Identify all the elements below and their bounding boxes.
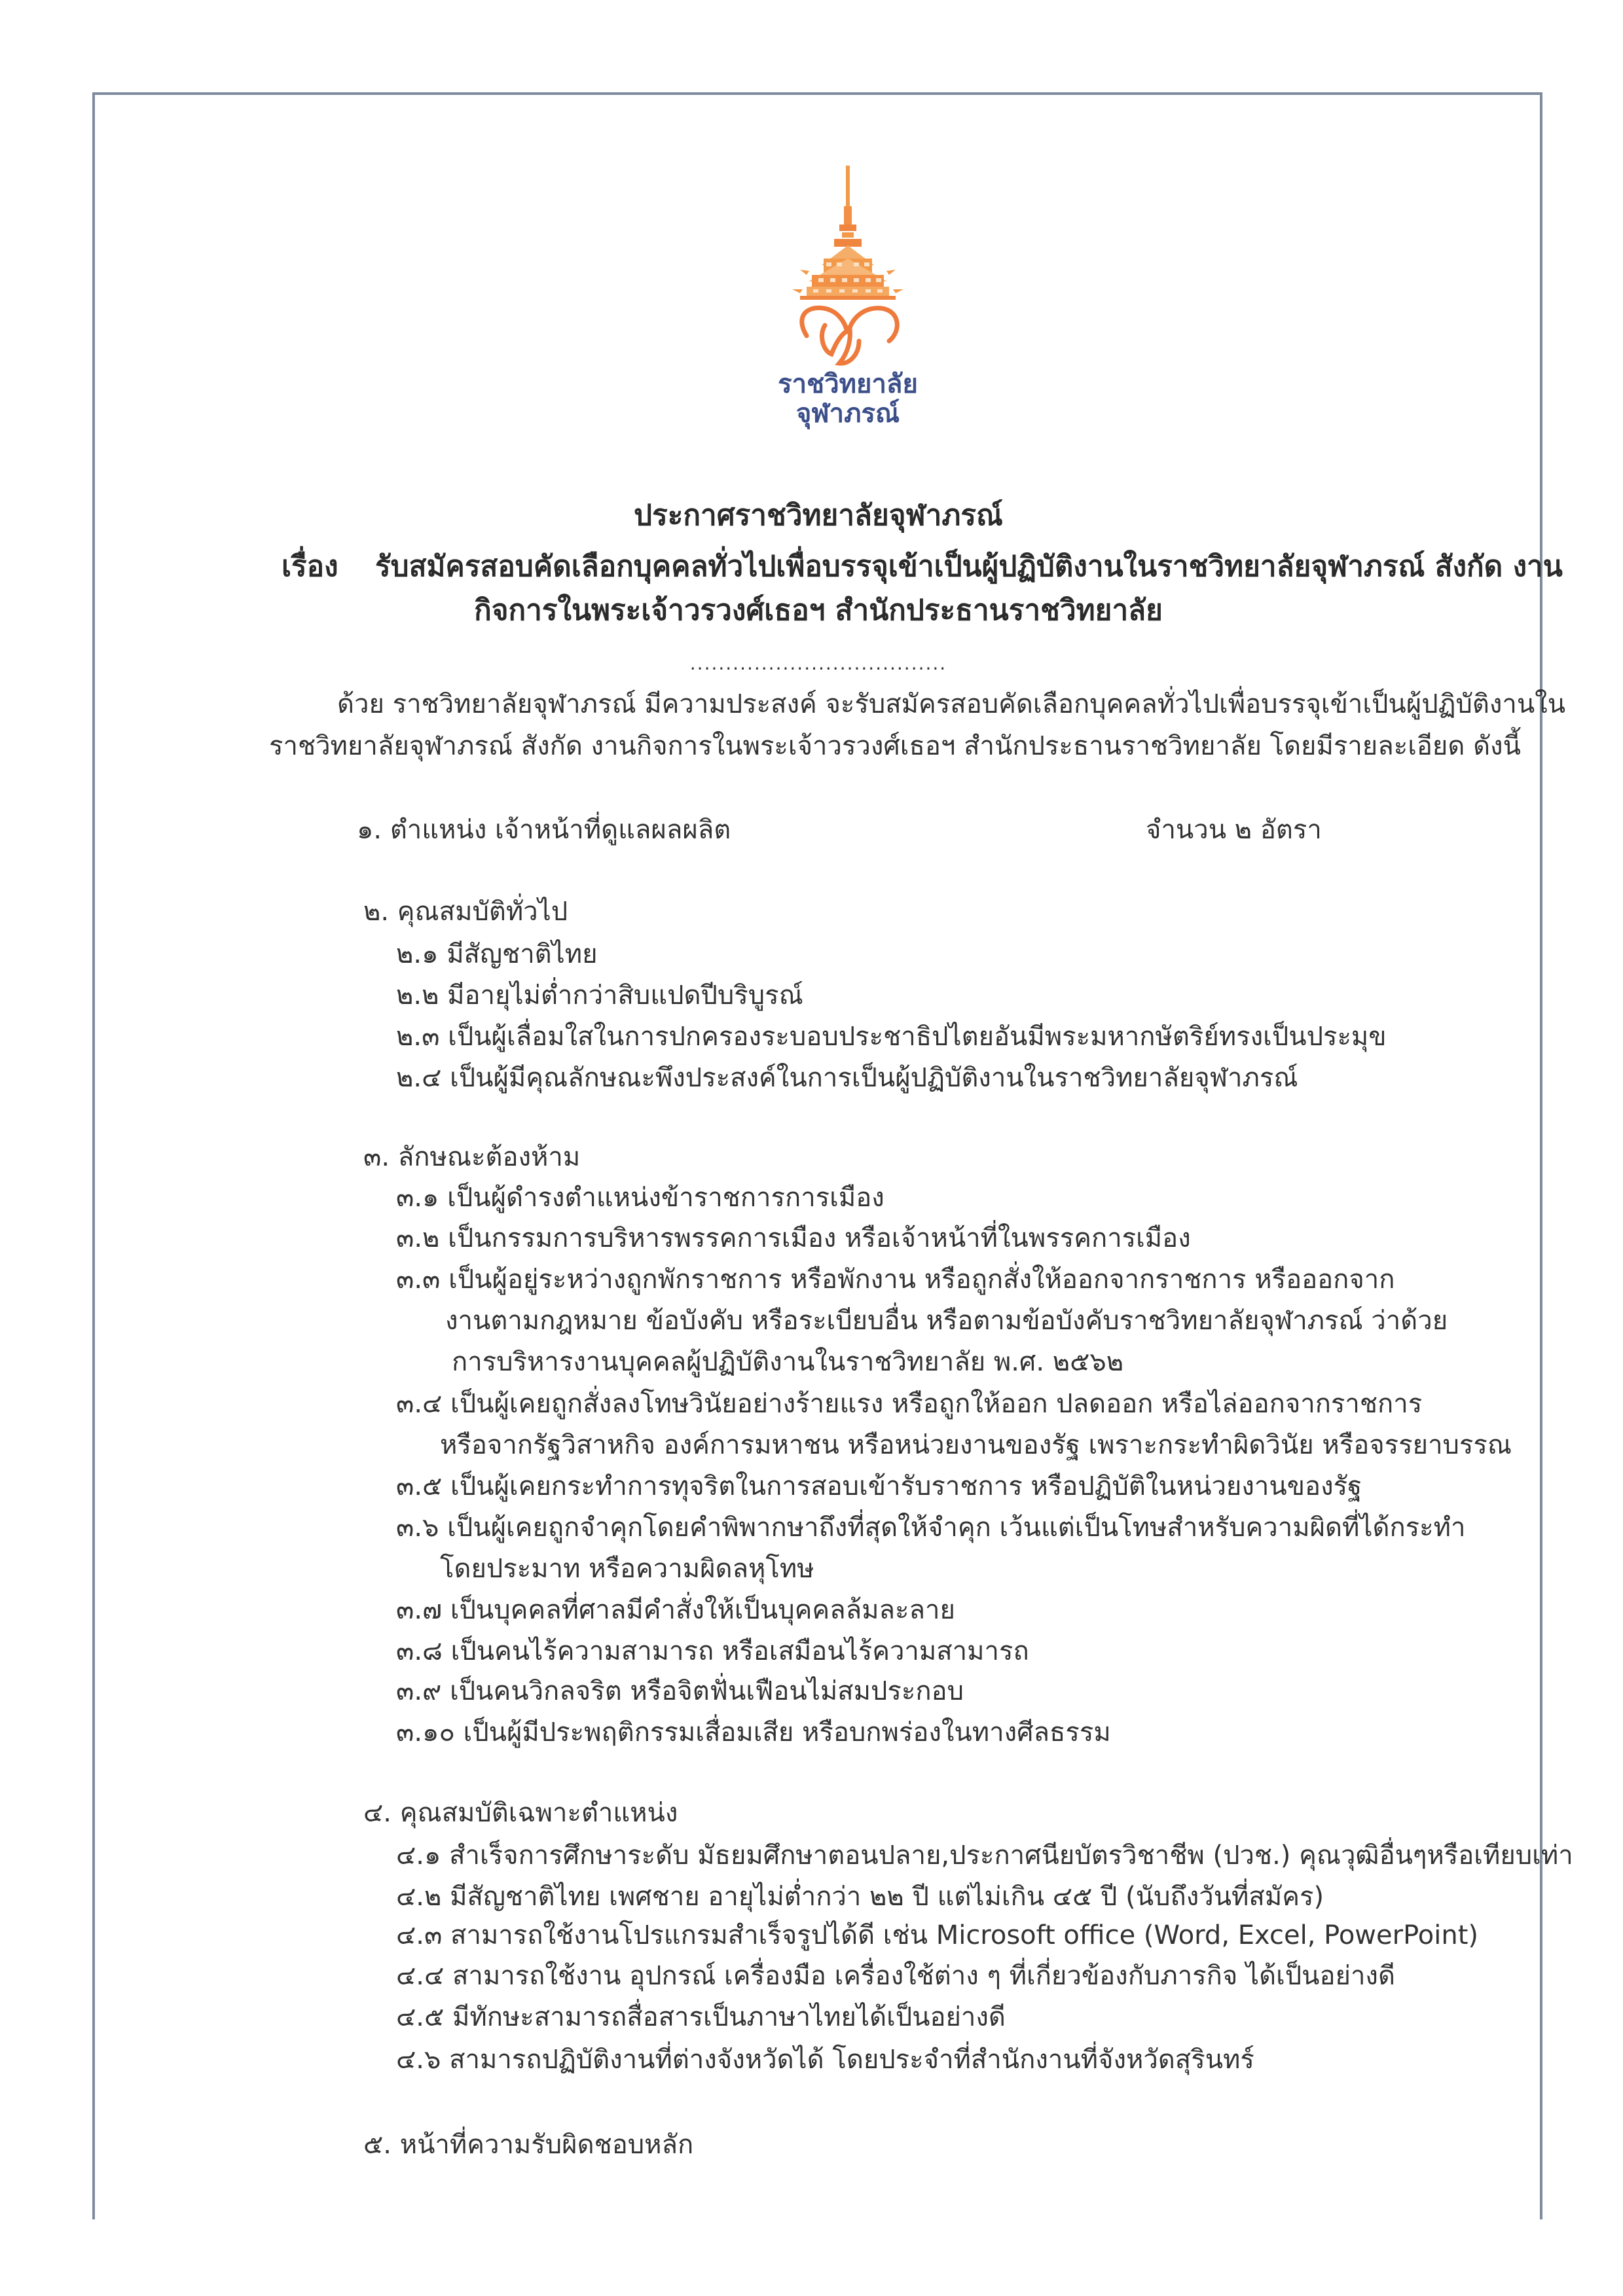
list-item-continuation: โดยประมาท หรือความผิดลหุโทษ [440,1554,814,1584]
list-item: ๒.๔ เป็นผู้มีคุณลักษณะพึงประสงค์ในการเป็นผู้ปฏิบัติงานในราชวิทยาลัยจุฬาภรณ์ [396,1063,1298,1093]
list-item: ๔.๒ มีสัญชาติไทย เพศชาย อายุไม่ต่ำกว่า ๒๒ ปี แต่ไม่เกิน ๔๕ ปี (นับถึงวันที่สมัคร) [396,1882,1324,1912]
list-item: ๓.๔ เป็นผู้เคยถูกสั่งลงโทษวินัยอย่างร้ายแรง หรือถูกให้ออก ปลดออก หรือไล่ออกจากราชการ [396,1389,1423,1419]
logo-name-line2: จุฬาภรณ์ [795,399,900,429]
separator-dots: .................................... [689,653,947,674]
list-item: ๓.๕ เป็นผู้เคยกระทำการทุจริตในการสอบเข้ารับราชการ หรือปฏิบัติในหน่วยงานของรัฐ [396,1471,1362,1501]
list-item: ๓.๒ เป็นกรรมการบริหารพรรคการเมือง หรือเจ้าหน้าที่ในพรรคการเมือง [396,1223,1191,1253]
list-item-continuation: การบริหารงานบุคคลผู้ปฏิบัติงานในราชวิทยาลัย พ.ศ. ๒๕๖๒ [452,1347,1124,1377]
list-item: ๓.๗ เป็นบุคคลที่ศาลมีคำสั่งให้เป็นบุคคลล้มละลาย [396,1595,955,1625]
section-2-heading: ๒. คุณสมบัติทั่วไป [363,897,568,927]
list-item: ๔.๔ สามารถใช้งาน อุปกรณ์ เครื่องมือ เครื่องใช้ต่าง ๆ ที่เกี่ยวข้องกับภารกิจ ได้เป็นอย่างดี [396,1961,1395,1991]
list-item: ๓.๑๐ เป็นผู้มีประพฤติกรรมเสื่อมเสีย หรือบกพร่องในทางศีลธรรม [396,1717,1111,1748]
list-item: ๔.๕ มีทักษะสามารถสื่อสารเป็นภาษาไทยได้เป็นอย่างดี [396,2002,1006,2032]
section-4-heading: ๔. คุณสมบัติเฉพาะตำแหน่ง [363,1798,678,1828]
section-5-heading: ๕. หน้าที่ความรับผิดชอบหลัก [363,2130,694,2160]
subject-line-2: กิจการในพระเจ้าวรวงศ์เธอฯ สำนักประธานราชวิทยาลัย [474,594,1163,627]
list-item: ๔.๓ สามารถใช้งานโปรแกรมสำเร็จรูปได้ดี เช่น Microsoft office (Word, Excel, PowerPoint) [396,1920,1478,1950]
announcement-title: ประกาศราชวิทยาลัยจุฬาภรณ์ [634,499,1003,532]
position-count: จำนวน ๒ อัตรา [1146,815,1322,845]
list-item: ๓.๘ เป็นคนไร้ความสามารถ หรือเสมือนไร้ความสามารถ [396,1636,1029,1666]
logo-name-line1: ราชวิทยาลัย [778,369,918,399]
list-item: ๔.๖ สามารถปฏิบัติงานที่ต่างจังหวัดได้ โดยประจำที่สำนักงานที่จังหวัดสุรินทร์ [396,2045,1254,2075]
position-title: ๑. ตำแหน่ง เจ้าหน้าที่ดูแลผลผลิต [357,815,731,845]
list-item: ๓.๓ เป็นผู้อยู่ระหว่างถูกพักราชการ หรือพักงาน หรือถูกสั่งให้ออกจากราชการ หรือออกจาก [396,1265,1395,1295]
list-item-continuation: หรือจากรัฐวิสาหกิจ องค์การมหาชน หรือหน่วยงานของรัฐ เพราะกระทำผิดวินัย หรือจรรยาบรรณ [440,1430,1512,1460]
list-item: ๓.๑ เป็นผู้ดำรงตำแหน่งข้าราชการการเมือง [396,1183,884,1213]
list-item-continuation: งานตามกฎหมาย ข้อบังคับ หรือระเบียบอื่น หรือตามข้อบังคับราชวิทยาลัยจุฬาภรณ์ ว่าด้วย [445,1306,1448,1336]
list-item: ๓.๙ เป็นคนวิกลจริต หรือจิตฟั่นเฟือนไม่สมประกอบ [396,1676,964,1706]
subject-line-1: รับสมัครสอบคัดเลือกบุคคลทั่วไปเพื่อบรรจุเข้าเป็นผู้ปฏิบัติงานในราชวิทยาลัยจุฬาภรณ์ สังกัด งาน [375,550,1563,583]
subject-label: เรื่อง [282,550,338,583]
list-item: ๒.๑ มีสัญชาติไทย [396,939,598,969]
intro-line-2: ราชวิทยาลัยจุฬาภรณ์ สังกัด งานกิจการในพระเจ้าวรวงศ์เธอฯ สำนักประธานราชวิทยาลัย โดยมีรายละเอียด ดังนี้ [269,731,1521,761]
list-item: ๔.๑ สำเร็จการศึกษาระดับ มัธยมศึกษาตอนปลาย,ประกาศนียบัตรวิชาชีพ (ปวช.) คุณวุฒิอื่นๆหรือเทียบเท่า [396,1840,1573,1871]
college-logo [766,160,930,442]
list-item: ๒.๓ เป็นผู้เลื่อมใสในการปกครองระบอบประชาธิปไตยอันมีพระมหากษัตริย์ทรงเป็นประมุข [396,1022,1387,1052]
list-item: ๓.๖ เป็นผู้เคยถูกจำคุกโดยคำพิพากษาถึงที่สุดให้จำคุก เว้นแต่เป็นโทษสำหรับความผิดที่ได้กระทำ [396,1513,1466,1543]
crown-emblem-icon [766,160,930,370]
intro-line-1: ด้วย ราชวิทยาลัยจุฬาภรณ์ มีความประสงค์ จะรับสมัครสอบคัดเลือกบุคคลทั่วไปเพื่อบรรจุเข้าเป็นผู้ปฏิบัติงานใน [337,689,1566,719]
section-3-heading: ๓. ลักษณะต้องห้าม [363,1142,581,1172]
list-item: ๒.๒ มีอายุไม่ต่ำกว่าสิบแปดปีบริบูรณ์ [396,980,803,1011]
